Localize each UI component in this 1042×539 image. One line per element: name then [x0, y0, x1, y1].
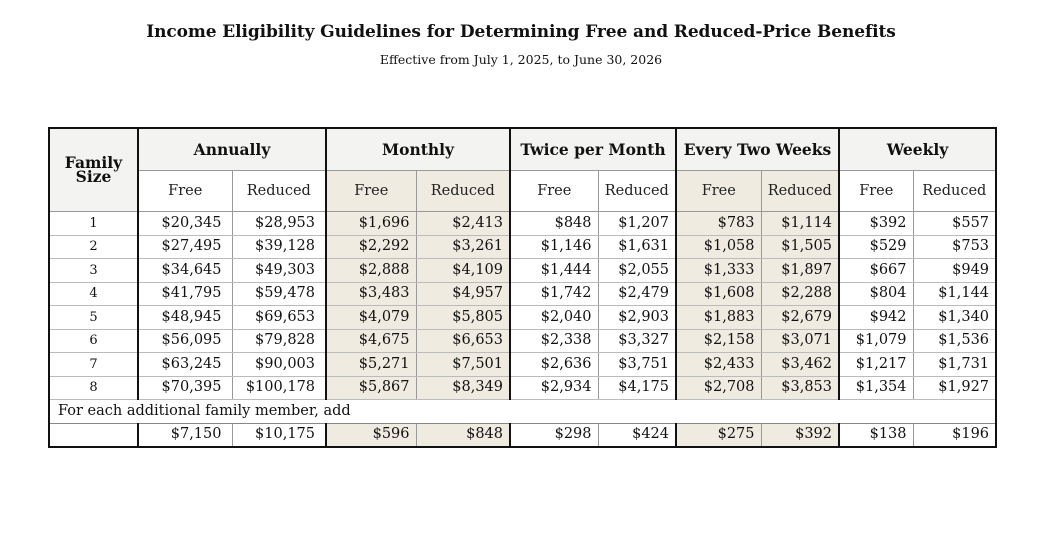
income-cell-annually-free: $27,495 — [138, 235, 232, 259]
income-cell-weekly-reduced: $949 — [913, 259, 996, 283]
additional-cell-monthly-reduced: $848 — [416, 423, 510, 447]
income-cell-twice-per-month-reduced: $2,903 — [598, 306, 676, 330]
income-cell-twice-per-month-reduced: $2,479 — [598, 282, 676, 306]
group-header-monthly: Monthly — [326, 128, 510, 171]
income-cell-annually-free: $70,395 — [138, 376, 232, 400]
page-subtitle: Effective from July 1, 2025, to June 30, 2026 — [379, 52, 663, 67]
group-header-every-two-weeks: Every Two Weeks — [676, 128, 839, 171]
income-cell-weekly-free: $529 — [839, 235, 913, 259]
income-cell-twice-per-month-free: $2,934 — [510, 376, 598, 400]
income-cell-twice-per-month-free: $848 — [510, 212, 598, 236]
income-cell-annually-free: $41,795 — [138, 282, 232, 306]
family-size-cell: 2 — [49, 235, 138, 259]
income-cell-annually-free: $48,945 — [138, 306, 232, 330]
income-cell-annually-reduced: $100,178 — [232, 376, 326, 400]
sub-header-every-two-weeks-reduced: Reduced — [761, 171, 839, 212]
additional-cell-twice-per-month-reduced: $424 — [598, 423, 676, 447]
income-cell-weekly-free: $392 — [839, 212, 913, 236]
income-cell-annually-reduced: $49,303 — [232, 259, 326, 283]
income-cell-twice-per-month-reduced: $1,207 — [598, 212, 676, 236]
income-cell-twice-per-month-reduced: $2,055 — [598, 259, 676, 283]
sub-header-annually-reduced: Reduced — [232, 171, 326, 212]
income-cell-every-two-weeks-free: $1,333 — [676, 259, 761, 283]
family-size-cell: 6 — [49, 329, 138, 353]
income-cell-annually-reduced: $90,003 — [232, 353, 326, 377]
income-cell-annually-reduced: $79,828 — [232, 329, 326, 353]
income-cell-every-two-weeks-reduced: $3,853 — [761, 376, 839, 400]
sub-header-every-two-weeks-free: Free — [676, 171, 761, 212]
group-header-row — [49, 128, 996, 171]
income-cell-monthly-free: $4,079 — [326, 306, 416, 330]
additional-cell-weekly-free: $138 — [839, 423, 913, 447]
table-row — [49, 259, 996, 283]
sub-header-weekly-reduced: Reduced — [913, 171, 996, 212]
income-cell-every-two-weeks-free: $2,158 — [676, 329, 761, 353]
income-cell-twice-per-month-free: $1,146 — [510, 235, 598, 259]
income-cell-twice-per-month-reduced: $3,327 — [598, 329, 676, 353]
sub-header-twice-per-month-free: Free — [510, 171, 598, 212]
income-cell-weekly-free: $942 — [839, 306, 913, 330]
income-cell-annually-reduced: $39,128 — [232, 235, 326, 259]
income-cell-annually-free: $63,245 — [138, 353, 232, 377]
income-cell-every-two-weeks-reduced: $2,679 — [761, 306, 839, 330]
income-cell-weekly-reduced: $753 — [913, 235, 996, 259]
income-cell-monthly-free: $5,867 — [326, 376, 416, 400]
income-cell-every-two-weeks-free: $2,708 — [676, 376, 761, 400]
family-size-header: Family Size — [49, 128, 138, 212]
income-cell-every-two-weeks-free: $1,058 — [676, 235, 761, 259]
page-title: Income Eligibility Guidelines for Determining Free and Reduced-Price Benefits — [146, 22, 896, 42]
income-cell-monthly-reduced: $3,261 — [416, 235, 510, 259]
table-body — [49, 212, 996, 448]
family-size-cell: 7 — [49, 353, 138, 377]
income-eligibility-table — [48, 127, 997, 448]
group-header-twice-per-month: Twice per Month — [510, 128, 676, 171]
income-cell-monthly-free: $4,675 — [326, 329, 416, 353]
income-cell-every-two-weeks-reduced: $3,071 — [761, 329, 839, 353]
additional-cell-every-two-weeks-reduced: $392 — [761, 423, 839, 447]
income-cell-monthly-reduced: $4,109 — [416, 259, 510, 283]
additional-cell-annually-free: $7,150 — [138, 423, 232, 447]
family-size-cell: 1 — [49, 212, 138, 236]
family-size-cell: 8 — [49, 376, 138, 400]
table-row — [49, 329, 996, 353]
income-cell-every-two-weeks-reduced: $2,288 — [761, 282, 839, 306]
income-cell-weekly-reduced: $1,731 — [913, 353, 996, 377]
income-cell-every-two-weeks-reduced: $1,897 — [761, 259, 839, 283]
income-cell-monthly-free: $2,292 — [326, 235, 416, 259]
income-cell-weekly-reduced: $1,927 — [913, 376, 996, 400]
income-cell-every-two-weeks-free: $783 — [676, 212, 761, 236]
table-row — [49, 282, 996, 306]
income-cell-every-two-weeks-free: $2,433 — [676, 353, 761, 377]
income-cell-monthly-reduced: $2,413 — [416, 212, 510, 236]
income-cell-annually-reduced: $59,478 — [232, 282, 326, 306]
sub-header-twice-per-month-reduced: Reduced — [598, 171, 676, 212]
income-cell-annually-free: $56,095 — [138, 329, 232, 353]
additional-cell-annually-reduced: $10,175 — [232, 423, 326, 447]
group-header-annually: Annually — [138, 128, 326, 171]
income-cell-every-two-weeks-reduced: $1,505 — [761, 235, 839, 259]
additional-cell-every-two-weeks-free: $275 — [676, 423, 761, 447]
additional-member-size-cell — [49, 423, 138, 447]
income-cell-monthly-free: $2,888 — [326, 259, 416, 283]
table-row — [49, 212, 996, 236]
income-cell-weekly-free: $667 — [839, 259, 913, 283]
income-cell-twice-per-month-free: $1,742 — [510, 282, 598, 306]
family-size-cell: 5 — [49, 306, 138, 330]
income-cell-annually-free: $20,345 — [138, 212, 232, 236]
income-cell-every-two-weeks-free: $1,608 — [676, 282, 761, 306]
income-cell-annually-free: $34,645 — [138, 259, 232, 283]
income-cell-twice-per-month-free: $1,444 — [510, 259, 598, 283]
sub-header-weekly-free: Free — [839, 171, 913, 212]
income-cell-weekly-free: $1,354 — [839, 376, 913, 400]
group-header-weekly: Weekly — [839, 128, 996, 171]
family-size-cell: 3 — [49, 259, 138, 283]
sub-header-monthly-reduced: Reduced — [416, 171, 510, 212]
family-size-cell: 4 — [49, 282, 138, 306]
income-cell-every-two-weeks-reduced: $1,114 — [761, 212, 839, 236]
income-cell-monthly-reduced: $7,501 — [416, 353, 510, 377]
sub-header-row — [49, 171, 996, 212]
income-cell-weekly-free: $1,079 — [839, 329, 913, 353]
income-cell-weekly-reduced: $1,340 — [913, 306, 996, 330]
income-cell-weekly-reduced: $1,144 — [913, 282, 996, 306]
income-cell-monthly-reduced: $4,957 — [416, 282, 510, 306]
income-cell-weekly-free: $804 — [839, 282, 913, 306]
table-row — [49, 235, 996, 259]
additional-cell-twice-per-month-free: $298 — [510, 423, 598, 447]
income-cell-weekly-reduced: $557 — [913, 212, 996, 236]
income-cell-annually-reduced: $69,653 — [232, 306, 326, 330]
income-cell-annually-reduced: $28,953 — [232, 212, 326, 236]
additional-member-label: For each additional family member, add — [49, 400, 996, 424]
sub-header-annually-free: Free — [138, 171, 232, 212]
income-cell-every-two-weeks-reduced: $3,462 — [761, 353, 839, 377]
income-cell-monthly-free: $3,483 — [326, 282, 416, 306]
additional-cell-weekly-reduced: $196 — [913, 423, 996, 447]
additional-member-note-row — [49, 400, 996, 424]
income-cell-twice-per-month-reduced: $1,631 — [598, 235, 676, 259]
income-cell-monthly-reduced: $6,653 — [416, 329, 510, 353]
income-cell-twice-per-month-reduced: $3,751 — [598, 353, 676, 377]
table-row — [49, 376, 996, 400]
table-row — [49, 353, 996, 377]
income-cell-twice-per-month-free: $2,040 — [510, 306, 598, 330]
sub-header-monthly-free: Free — [326, 171, 416, 212]
additional-cell-monthly-free: $596 — [326, 423, 416, 447]
income-cell-every-two-weeks-free: $1,883 — [676, 306, 761, 330]
income-cell-twice-per-month-reduced: $4,175 — [598, 376, 676, 400]
additional-member-row — [49, 423, 996, 447]
income-cell-twice-per-month-free: $2,636 — [510, 353, 598, 377]
income-cell-weekly-reduced: $1,536 — [913, 329, 996, 353]
income-cell-monthly-free: $5,271 — [326, 353, 416, 377]
income-cell-weekly-free: $1,217 — [839, 353, 913, 377]
income-cell-monthly-reduced: $8,349 — [416, 376, 510, 400]
table-row — [49, 306, 996, 330]
income-cell-monthly-free: $1,696 — [326, 212, 416, 236]
income-cell-monthly-reduced: $5,805 — [416, 306, 510, 330]
income-cell-twice-per-month-free: $2,338 — [510, 329, 598, 353]
